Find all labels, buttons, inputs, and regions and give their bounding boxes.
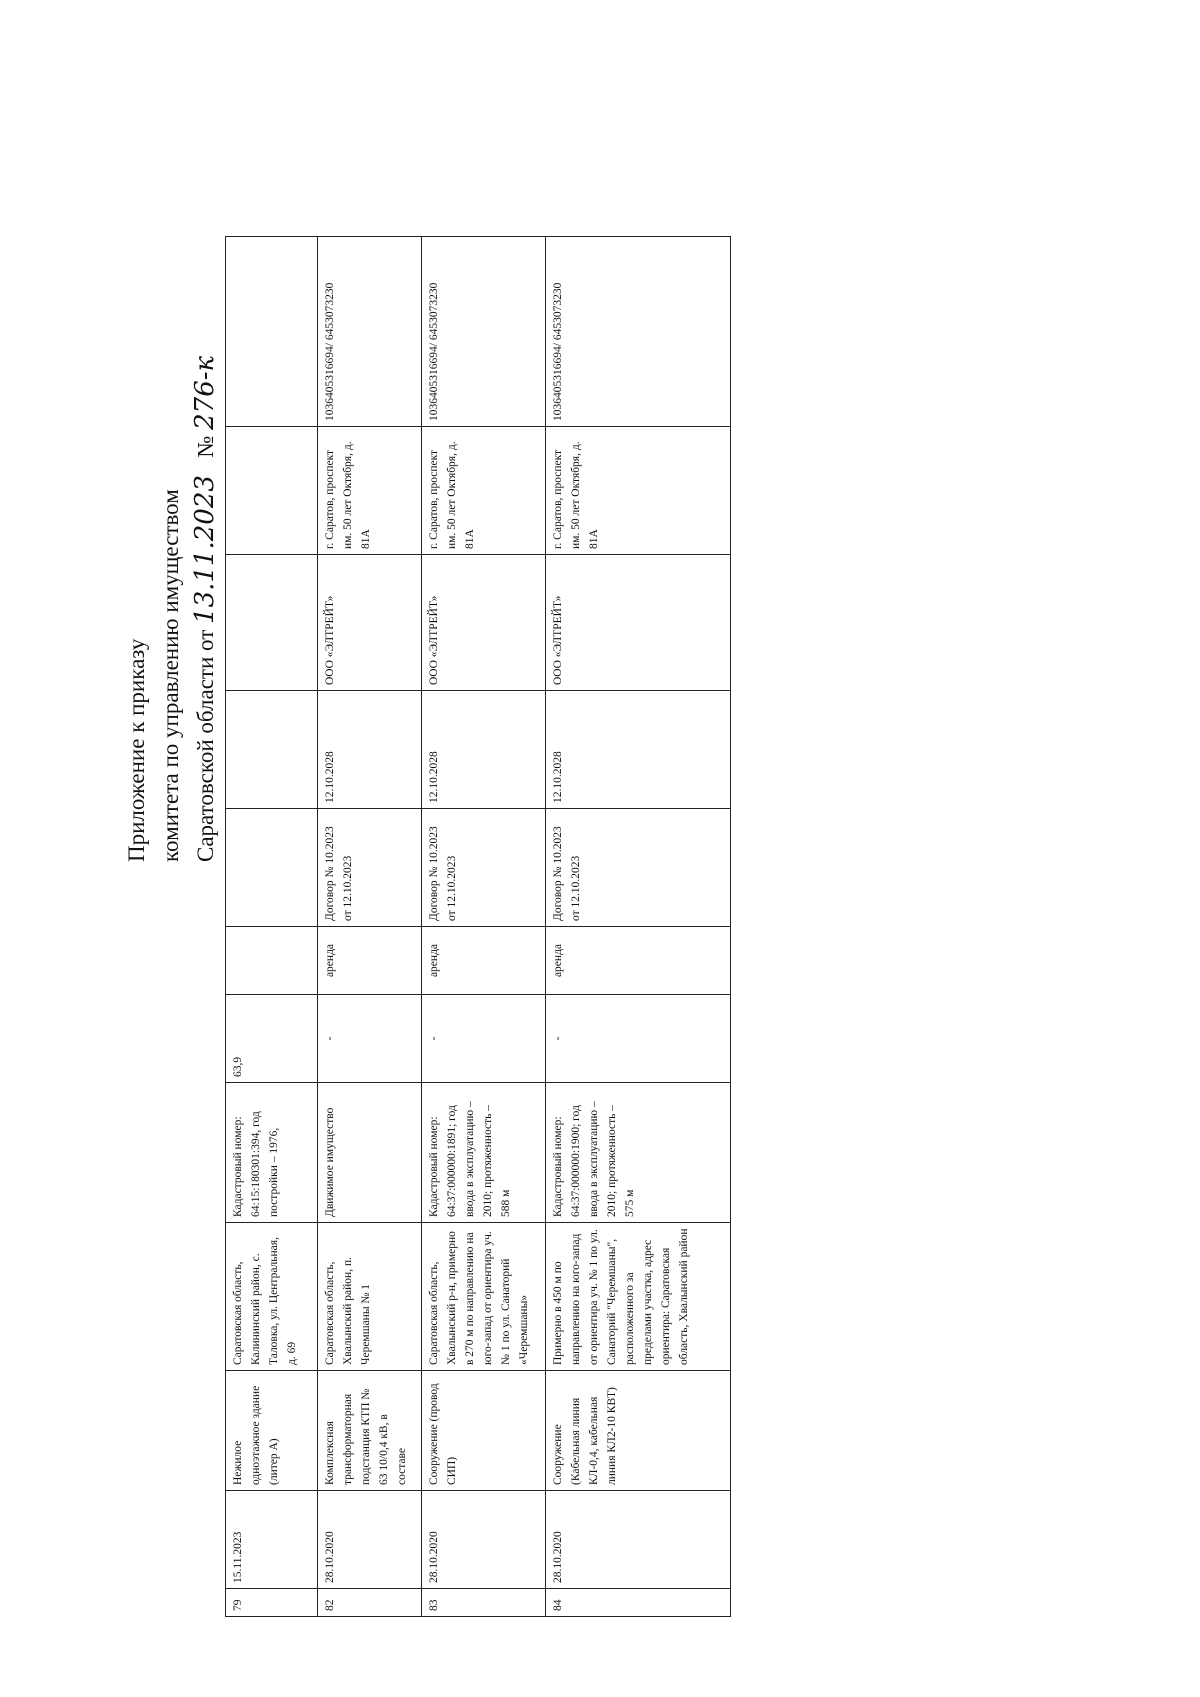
header-line-3 bbox=[188, 42, 223, 862]
table-row bbox=[546, 237, 731, 1617]
cell-area: 63,9 bbox=[226, 995, 318, 1083]
cell-end-date: 12.10.2028 bbox=[318, 691, 422, 809]
handwritten-date: 13.11.2023 bbox=[190, 475, 220, 624]
cell-end-date: 12.10.2028 bbox=[422, 691, 546, 809]
cell-contract: Договор № 10.2023 от 12.10.2023 bbox=[422, 809, 546, 927]
cell-holder-address: г. Саратов, проспект им. 50 лет Октября, д. 81А bbox=[546, 427, 731, 555]
cell-num: 79 bbox=[226, 1589, 318, 1617]
cell-num: 83 bbox=[422, 1589, 546, 1617]
appendix-header bbox=[120, 42, 223, 862]
cell-date: 28.10.2020 bbox=[546, 1491, 731, 1589]
cell-date: 28.10.2020 bbox=[318, 1491, 422, 1589]
cell-address: Саратовская область, Калининский район, с. Таловка, ул. Центральная, д. 69 bbox=[226, 1223, 318, 1371]
cell-ogrn-inn: 1036405316694/ 6453073230 bbox=[546, 237, 731, 427]
cell-contract: Договор № 10.2023 от 12.10.2023 bbox=[546, 809, 731, 927]
cell-contract bbox=[226, 809, 318, 927]
cell-contract: Договор № 10.2023 от 12.10.2023 bbox=[318, 809, 422, 927]
table-row bbox=[422, 237, 546, 1617]
cell-object: Сооружение (провод СИП) bbox=[422, 1371, 546, 1491]
cell-date: 15.11.2023 bbox=[226, 1491, 318, 1589]
cell-description: Движимое имущество bbox=[318, 1083, 422, 1223]
cell-holder-address bbox=[226, 427, 318, 555]
cell-num: 82 bbox=[318, 1589, 422, 1617]
cell-object: Нежилое одноэтажное здание (литер А) bbox=[226, 1371, 318, 1491]
number-sign: № bbox=[193, 435, 218, 458]
cell-ogrn-inn: 1036405316694/ 6453073230 bbox=[318, 237, 422, 427]
header-line-3-prefix: Саратовской области от bbox=[193, 629, 218, 862]
cell-description: Кадастровый номер: 64:37:000000:1891; год ввода в эксплуатацию – 2010; протяженность – 588 м bbox=[422, 1083, 546, 1223]
cell-area: - bbox=[546, 995, 731, 1083]
cell-holder: ООО «ЭЛТРЕЙТ» bbox=[546, 555, 731, 691]
cell-description: Кадастровый номер: 64:15:180301:394, год постройки – 1976, bbox=[226, 1083, 318, 1223]
cell-address: Саратовская область, Хвалынский р-н, примерно в 270 м по направлению на юго-запад от ориентира уч. № 1 по ул. Санаторий «Черемшаны» bbox=[422, 1223, 546, 1371]
cell-holder-address: г. Саратов, проспект им. 50 лет Октября, д. 81А bbox=[422, 427, 546, 555]
cell-holder bbox=[226, 555, 318, 691]
cell-end-date: 12.10.2028 bbox=[546, 691, 731, 809]
cell-description: Кадастровый номер: 64:37:000000:1900; год ввода в эксплуатацию – 2010; протяженность – 575 м bbox=[546, 1083, 731, 1223]
cell-ogrn-inn: 1036405316694/ 6453073230 bbox=[422, 237, 546, 427]
cell-end-date bbox=[226, 691, 318, 809]
cell-right-type: аренда bbox=[546, 927, 731, 995]
header-line-1: Приложение к приказу bbox=[124, 638, 149, 862]
handwritten-order-number: 276-к bbox=[190, 355, 220, 430]
cell-holder-address: г. Саратов, проспект им. 50 лет Октября, д. 81А bbox=[318, 427, 422, 555]
cell-right-type bbox=[226, 927, 318, 995]
cell-num: 84 bbox=[546, 1589, 731, 1617]
table-row bbox=[226, 237, 318, 1617]
cell-area: - bbox=[318, 995, 422, 1083]
property-table bbox=[225, 236, 731, 1617]
cell-holder: ООО «ЭЛТРЕЙТ» bbox=[318, 555, 422, 691]
cell-address: Саратовская область, Хвалынский район, п. Черемшаны № 1 bbox=[318, 1223, 422, 1371]
cell-right-type: аренда bbox=[318, 927, 422, 995]
header-line-2: комитета по управлению имуществом bbox=[158, 489, 183, 862]
cell-date: 28.10.2020 bbox=[422, 1491, 546, 1589]
cell-object: Сооружение (Кабельная линия КЛ-0,4, кабельная линия КЛ2-10 КВТ) bbox=[546, 1371, 731, 1491]
cell-object: Комплексная трансформаторная подстанция КТП № 63 10/0,4 кВ, в составе bbox=[318, 1371, 422, 1491]
table-row bbox=[318, 237, 422, 1617]
cell-address: Примерно в 450 м по направлению на юго-запад от ориентира уч. № 1 по ул. Санаторий "Черемшаны", расположенного за пределами участка, адрес ориентира: Саратовская область, Хвалынский район bbox=[546, 1223, 731, 1371]
cell-holder: ООО «ЭЛТРЕЙТ» bbox=[422, 555, 546, 691]
cell-ogrn-inn bbox=[226, 237, 318, 427]
cell-right-type: аренда bbox=[422, 927, 546, 995]
cell-area: - bbox=[422, 995, 546, 1083]
